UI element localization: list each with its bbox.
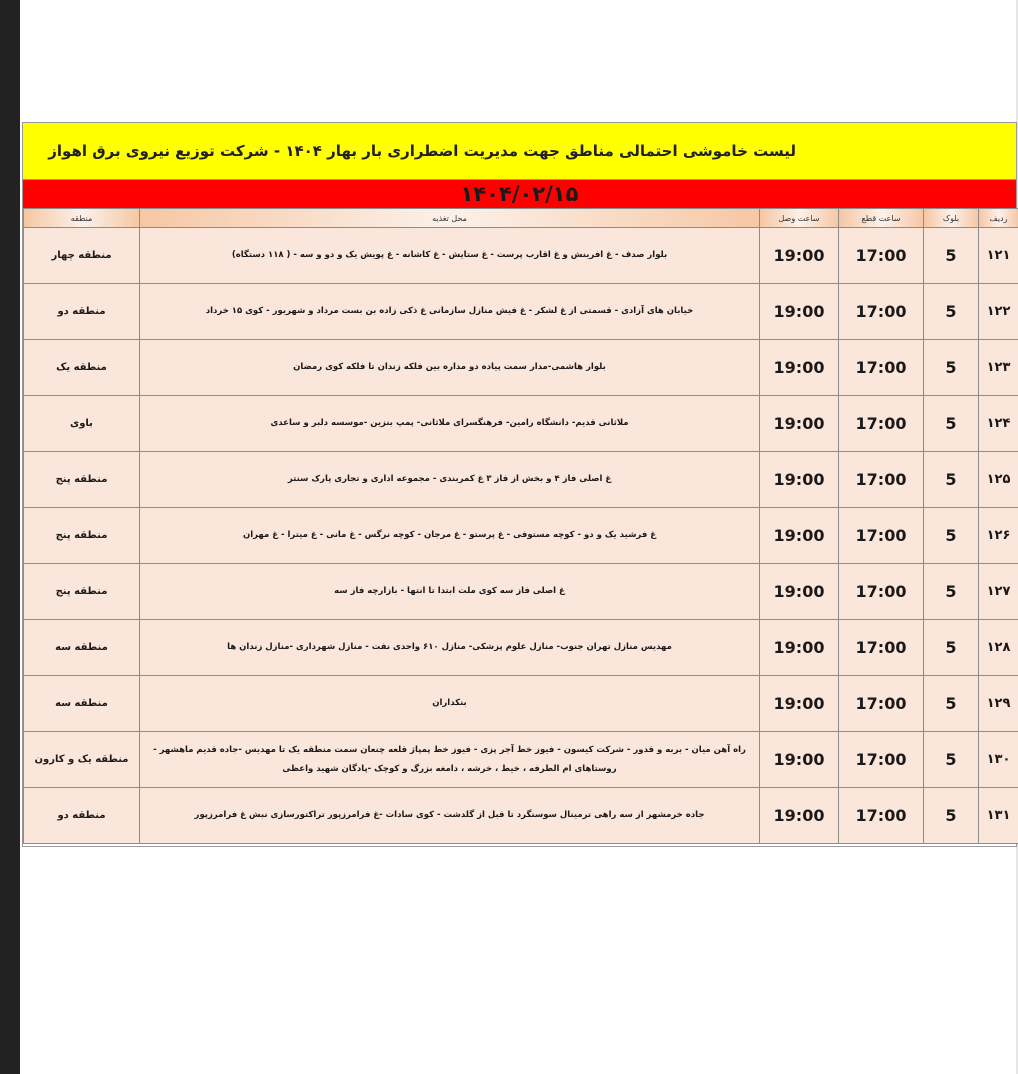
header-block: بلوک — [924, 209, 979, 228]
cut-time: 17:00 — [839, 452, 924, 508]
row-number: ۱۲۴ — [979, 396, 1018, 452]
block-number: 5 — [924, 732, 979, 788]
feed-location: غ اصلی فاز ۴ و بخش از فاز ۳ غ کمربندی - مجموعه اداری و تجاری پارک سنتر — [140, 452, 760, 508]
cut-time: 17:00 — [839, 340, 924, 396]
region-name: باوی — [24, 396, 140, 452]
block-number: 5 — [924, 340, 979, 396]
header-place: محل تغذیه — [140, 209, 760, 228]
cut-time: 17:00 — [839, 564, 924, 620]
title-text: لیست خاموشی احتمالی مناطق جهت مدیریت اضطراری بار بهار ۱۴۰۴ - شرکت توزیع نیروی برق اهواز — [48, 142, 796, 160]
connect-time: 19:00 — [760, 396, 839, 452]
row-number: ۱۳۰ — [979, 732, 1018, 788]
table-row — [24, 564, 1018, 620]
sheet-title — [23, 123, 1016, 180]
connect-time: 19:00 — [760, 284, 839, 340]
connect-time: 19:00 — [760, 340, 839, 396]
feed-location: مهدیس منازل تهران جنوب- منازل علوم پزشکی- منازل ۶۱۰ واحدی نفت - منازل شهرداری -منازل زندان ها — [140, 620, 760, 676]
block-number: 5 — [924, 620, 979, 676]
block-number: 5 — [924, 788, 979, 844]
connect-time: 19:00 — [760, 788, 839, 844]
table-header-row — [24, 209, 1018, 228]
date-banner — [23, 180, 1016, 208]
connect-time: 19:00 — [760, 564, 839, 620]
table-row — [24, 788, 1018, 844]
table-body — [24, 228, 1018, 844]
row-number: ۱۲۲ — [979, 284, 1018, 340]
connect-time: 19:00 — [760, 228, 839, 284]
header-row-number: ردیف — [979, 209, 1018, 228]
table-row — [24, 508, 1018, 564]
feed-location: غ فرشید یک و دو - کوچه مستوفی - غ پرستو - غ مرجان - کوچه نرگس - غ مانی - غ میترا - غ مهران — [140, 508, 760, 564]
block-number: 5 — [924, 676, 979, 732]
cut-time: 17:00 — [839, 284, 924, 340]
feed-location: ملاثانی قدیم- دانشگاه رامین- فرهنگسرای ملاثانی- پمپ بنزین -موسسه دلبر و ساعدی — [140, 396, 760, 452]
block-number: 5 — [924, 452, 979, 508]
row-number: ۱۲۸ — [979, 620, 1018, 676]
header-cut-time: ساعت قطع — [839, 209, 924, 228]
cut-time: 17:00 — [839, 396, 924, 452]
table-row — [24, 396, 1018, 452]
feed-location: بنکداران — [140, 676, 760, 732]
region-name: منطقه یک — [24, 340, 140, 396]
row-number: ۱۲۱ — [979, 228, 1018, 284]
row-number: ۱۲۷ — [979, 564, 1018, 620]
table-row — [24, 620, 1018, 676]
region-name: منطقه یک و کارون — [24, 732, 140, 788]
table-row — [24, 284, 1018, 340]
block-number: 5 — [924, 508, 979, 564]
row-number: ۱۲۵ — [979, 452, 1018, 508]
feed-location: غ اصلی فاز سه کوی ملت ابتدا تا انتها - بازارچه فاز سه — [140, 564, 760, 620]
cut-time: 17:00 — [839, 676, 924, 732]
header-region: منطقه — [24, 209, 140, 228]
table-row — [24, 340, 1018, 396]
block-number: 5 — [924, 564, 979, 620]
date-text: ۱۴۰۴/۰۲/۱۵ — [460, 182, 579, 206]
left-edge-bar — [0, 0, 20, 1074]
connect-time: 19:00 — [760, 732, 839, 788]
connect-time: 19:00 — [760, 620, 839, 676]
feed-location: بلوار صدف - غ افرینش و غ اقارب پرست - غ ستایش - غ کاشانه - غ پویش یک و دو و سه - ( ۱۱۸ دستگاه) — [140, 228, 760, 284]
table-row — [24, 228, 1018, 284]
cut-time: 17:00 — [839, 620, 924, 676]
cut-time: 17:00 — [839, 788, 924, 844]
region-name: منطقه دو — [24, 284, 140, 340]
region-name: منطقه پنج — [24, 452, 140, 508]
table-row — [24, 732, 1018, 788]
row-number: ۱۲۳ — [979, 340, 1018, 396]
connect-time: 19:00 — [760, 452, 839, 508]
schedule-table — [23, 208, 1018, 844]
block-number: 5 — [924, 284, 979, 340]
feed-location: خیابان های آزادی - قسمتی از غ لشکر - غ فیش منازل سازمانی غ ذکی زاده بن بست مرداد و شهریور - کوی ۱۵ خرداد — [140, 284, 760, 340]
region-name: منطقه پنج — [24, 508, 140, 564]
block-number: 5 — [924, 228, 979, 284]
row-number: ۱۲۹ — [979, 676, 1018, 732]
row-number: ۱۳۱ — [979, 788, 1018, 844]
table-row — [24, 676, 1018, 732]
feed-location: راه آهن میان - بربه و قدور - شرکت کیسون - فیوز خط آجر پزی - فیوز خط پمپاژ قلعه چنعان سمت منطقه یک تا مهدیس -جاده قدیم ماهشهر - روستاهای ام الطرفه ، خیط ، خرشه ، دامغه بزرگ و کوچک -پادگان شهید واعظی — [140, 732, 760, 788]
connect-time: 19:00 — [760, 676, 839, 732]
region-name: منطقه سه — [24, 620, 140, 676]
feed-location: جاده خرمشهر از سه راهی ترمینال سوسنگرد تا قبل از گلدشت - کوی سادات -غ فرامرزپور تراکتورسازی نبش غ فرامرزپور — [140, 788, 760, 844]
feed-location: بلوار هاشمی-مدار سمت پیاده دو مداره بین فلکه زندان تا فلکه کوی رمضان — [140, 340, 760, 396]
outage-schedule-sheet — [22, 122, 1017, 847]
cut-time: 17:00 — [839, 508, 924, 564]
region-name: منطقه چهار — [24, 228, 140, 284]
row-number: ۱۲۶ — [979, 508, 1018, 564]
header-connect-time: ساعت وصل — [760, 209, 839, 228]
region-name: منطقه سه — [24, 676, 140, 732]
cut-time: 17:00 — [839, 228, 924, 284]
table-row — [24, 452, 1018, 508]
block-number: 5 — [924, 396, 979, 452]
region-name: منطقه دو — [24, 788, 140, 844]
cut-time: 17:00 — [839, 732, 924, 788]
region-name: منطقه پنج — [24, 564, 140, 620]
connect-time: 19:00 — [760, 508, 839, 564]
